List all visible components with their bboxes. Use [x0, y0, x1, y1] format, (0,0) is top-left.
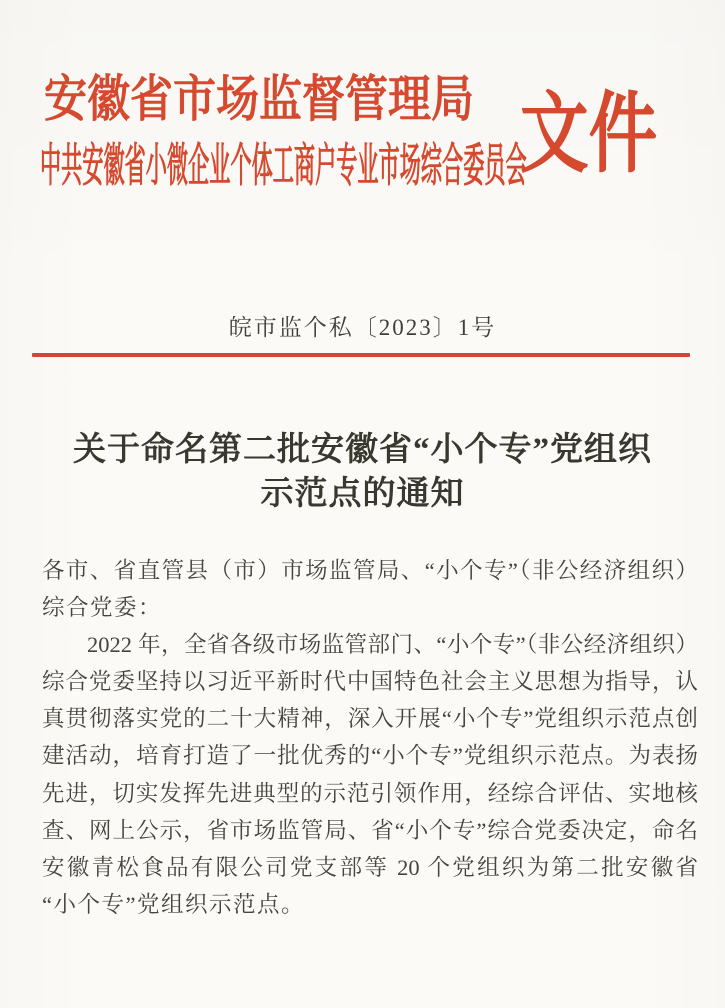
body-line-paragraph-4: 建活动，培育打造了一批优秀的“小个专”党组织示范点。为表扬 [42, 743, 698, 769]
title-line-2: 示范点的通知 [260, 476, 465, 512]
body-line-salutation-2: 综合党委： [42, 595, 163, 621]
body-line-paragraph-6: 查、网上公示，省市场监管局、省“小个专”综合党委决定，命名 [42, 817, 698, 843]
red-divider-line [32, 353, 690, 357]
body-line-paragraph-2: 综合党委坚持以习近平新时代中国特色社会主义思想为指导，认 [42, 669, 698, 695]
body-line-paragraph-1: 2022 年，全省各级市场监管部门、“小个专”（非公经济组织） [87, 632, 698, 658]
body-line-paragraph-7: 安徽青松食品有限公司党支部等 20 个党组织为第二批安徽省 [42, 854, 698, 880]
org-name-primary: 安徽省市场监督管理局 [44, 71, 474, 127]
document-title [0, 428, 725, 516]
document-type-label: 文件 [520, 87, 658, 184]
body-line-paragraph-8: “小个专”党组织示范点。 [42, 891, 305, 917]
title-line-1: 关于命名第二批安徽省“小个专”党组织 [73, 432, 652, 468]
body-line-paragraph-5: 先进，切实发挥先进典型的示范引领作用，经综合评估、实地核 [42, 780, 698, 806]
document-body [42, 552, 698, 923]
org-name-secondary: 中共安徽省小微企业个体工商户专业市场综合委员会 [40, 140, 527, 191]
body-line-paragraph-3: 真贯彻落实党的二十大精神，深入开展“小个专”党组织示范点创 [42, 706, 698, 732]
body-line-salutation-1: 各市、省直管县（市）市场监管局、“小个专”（非公经济组织） [42, 558, 698, 583]
document-number: 皖市监个私〔2023〕1号 [228, 315, 497, 340]
